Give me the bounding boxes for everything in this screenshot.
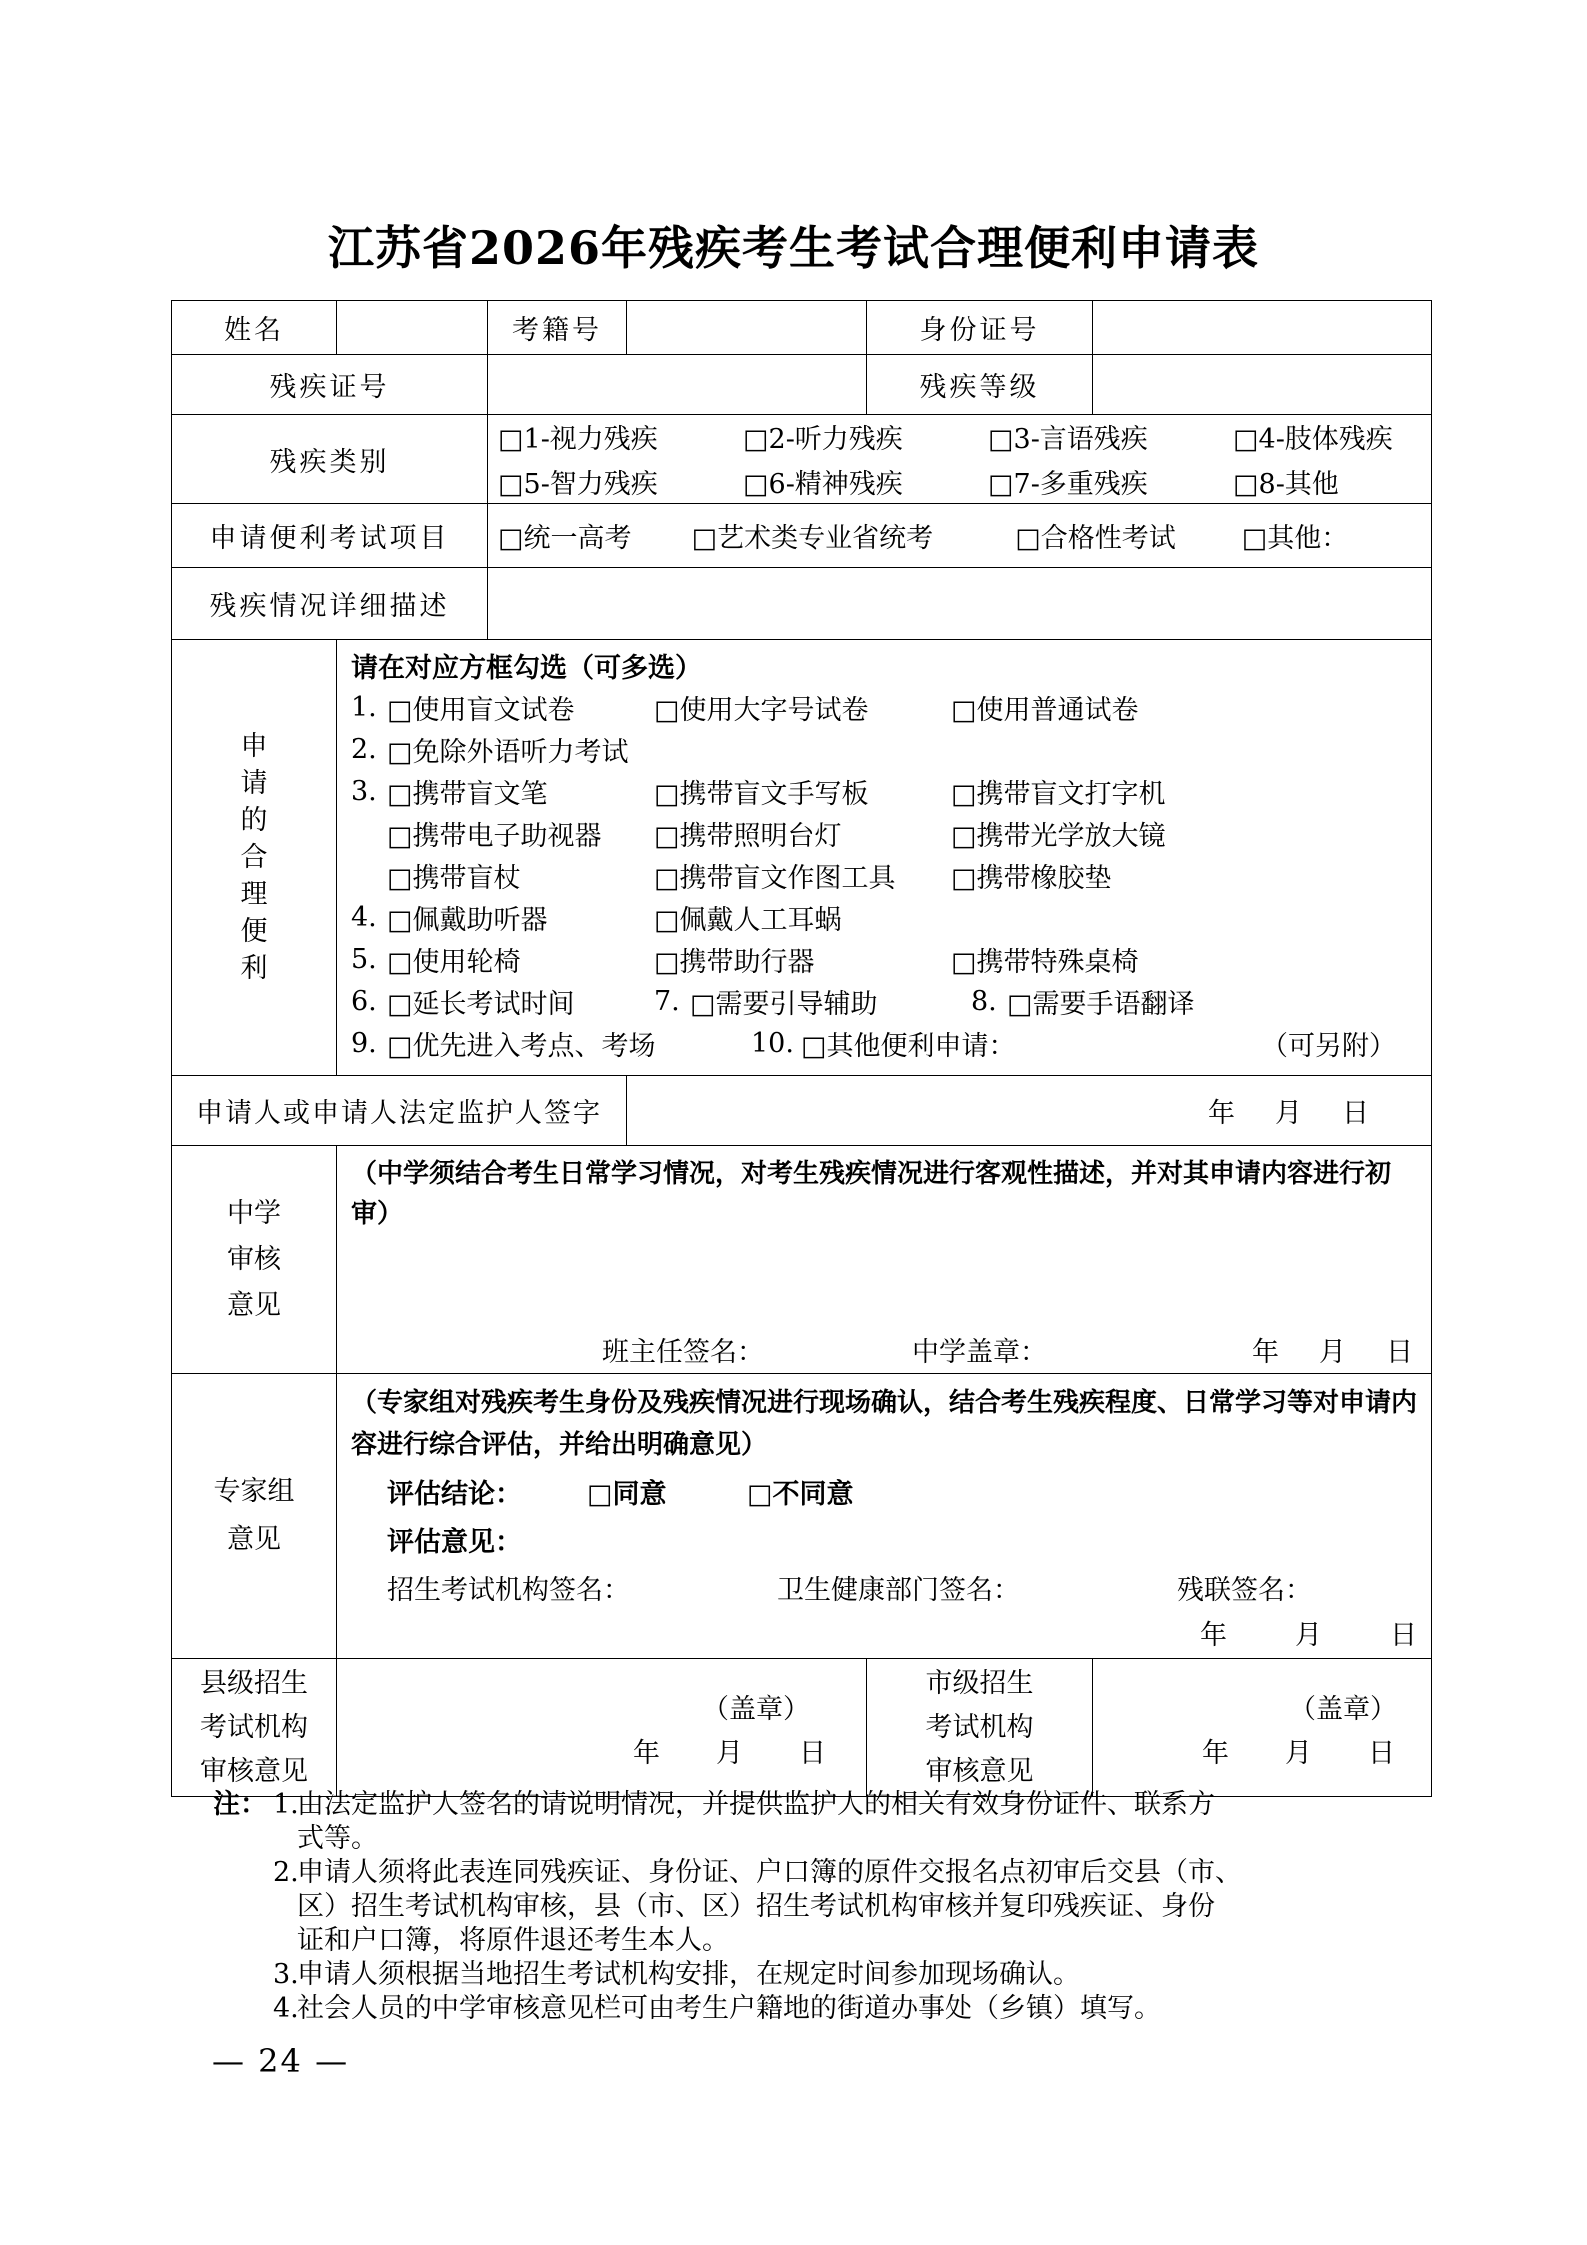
category-option-mental[interactable]: □6-精神残疾: [743, 469, 903, 500]
category-option-intellectual[interactable]: □5-智力残疾: [498, 469, 658, 500]
wheelchair-option[interactable]: □使用轮椅: [387, 946, 521, 978]
dpf-signature-label: 残联签名：: [1177, 1574, 1312, 1606]
exam-option-other[interactable]: □其他：: [1241, 523, 1349, 554]
extended-time-option[interactable]: □延长考试时间: [387, 988, 575, 1020]
category-option-hearing[interactable]: □2-听力残疾: [743, 424, 903, 455]
county-review-field[interactable]: [337, 1659, 867, 1797]
guidance-assistance-option[interactable]: □需要引导辅助: [690, 988, 878, 1020]
item-number: 2.: [351, 733, 377, 765]
exam-items-label: 申请便利考试项目: [172, 504, 488, 568]
attachment-note: （可另附）: [1261, 1030, 1396, 1062]
note-number: 1.: [273, 1789, 299, 1820]
school-review-label: [172, 1146, 337, 1374]
braille-drawing-tools-option[interactable]: □携带盲文作图工具: [654, 862, 896, 894]
notes-section: [213, 1788, 1393, 2026]
school-label-line: 审核: [227, 1243, 281, 1275]
listening-exemption-option[interactable]: □免除外语听力考试: [387, 736, 629, 768]
id-number-label: 身份证号: [867, 301, 1093, 355]
date-day: 日: [1342, 1098, 1369, 1129]
teacher-signature-label: 班主任签名：: [602, 1336, 764, 1368]
item-number: 1.: [351, 691, 377, 723]
braille-slate-option[interactable]: □携带盲文手写板: [654, 778, 869, 810]
school-seal-label: 中学盖章：: [912, 1336, 1047, 1368]
county-label-line: 县级招生: [200, 1667, 308, 1699]
city-label-line: 审核意见: [925, 1755, 1034, 1787]
walker-option[interactable]: □携带助行器: [654, 946, 815, 978]
disability-category-label: 残疾类别: [172, 415, 488, 504]
description-label: 残疾情况详细描述: [172, 568, 488, 640]
accommodation-options: [337, 640, 1432, 1076]
item-number: 6.: [351, 985, 377, 1017]
id-number-field[interactable]: [1093, 301, 1432, 355]
item-number: 3.: [351, 775, 377, 807]
accommodation-label: [172, 640, 337, 1076]
county-label-line: 考试机构: [200, 1711, 308, 1743]
date-day: 日: [1390, 1619, 1417, 1651]
description-field[interactable]: [488, 568, 1432, 640]
disagree-option[interactable]: □不同意: [747, 1478, 854, 1510]
disability-cert-label: 残疾证号: [172, 355, 488, 415]
accommodation-label-char: 请: [240, 768, 268, 799]
cochlear-implant-option[interactable]: □佩戴人工耳蜗: [654, 904, 842, 936]
expert-label-line: 意见: [227, 1524, 281, 1555]
conclusion-label: 评估结论：: [387, 1478, 522, 1510]
exam-no-field[interactable]: [627, 301, 867, 355]
expert-opinion-field[interactable]: [337, 1374, 1432, 1659]
accommodation-label-char: 便: [240, 916, 268, 947]
note-item: [213, 1958, 1393, 1992]
category-option-limb[interactable]: □4-肢体残疾: [1233, 424, 1393, 455]
applicant-signature-field[interactable]: [627, 1076, 1432, 1146]
note-item: [213, 1788, 1393, 1856]
category-option-multiple[interactable]: □7-多重残疾: [988, 469, 1148, 500]
disability-level-label: 残疾等级: [867, 355, 1093, 415]
agree-option[interactable]: □同意: [587, 1478, 667, 1510]
note-line: 申请人须根据当地招生考试机构安排，在规定时间参加现场确认。: [297, 1959, 1080, 1990]
health-dept-signature-label: 卫生健康部门签名：: [777, 1574, 1020, 1606]
exam-option-gaokao[interactable]: □统一高考: [498, 523, 632, 554]
white-cane-option[interactable]: □携带盲杖: [387, 862, 521, 894]
priority-entry-option[interactable]: □优先进入考点、考场: [387, 1030, 656, 1062]
school-label-line: 意见: [227, 1289, 281, 1321]
city-review-field[interactable]: [1093, 1659, 1432, 1797]
item-number: 7.: [654, 985, 680, 1017]
date-year: 年: [633, 1738, 660, 1769]
optical-magnifier-option[interactable]: □携带光学放大镜: [951, 820, 1166, 852]
exam-items-options: [488, 504, 1432, 568]
note-line: 社会人员的中学审核意见栏可由考生户籍地的街道办事处（乡镇）填写。: [297, 1993, 1161, 2024]
desk-lamp-option[interactable]: □携带照明台灯: [654, 820, 842, 852]
item-number: 8.: [971, 985, 997, 1017]
braille-typewriter-option[interactable]: □携带盲文打字机: [951, 778, 1166, 810]
expert-opinion-note: （专家组对残疾考生身份及残疾情况进行现场确认，结合考生残疾程度、日常学习等对申请内容进行综合评估，并给出明确意见）: [351, 1388, 1418, 1460]
exam-option-art[interactable]: □艺术类专业省统考: [691, 523, 934, 554]
note-item: [213, 1856, 1393, 1958]
date-month: 月: [716, 1738, 743, 1769]
city-seal-label: （盖章）: [1289, 1694, 1397, 1725]
name-label: 姓名: [172, 301, 337, 355]
special-desk-chair-option[interactable]: □携带特殊桌椅: [951, 946, 1139, 978]
exam-no-label: 考籍号: [488, 301, 627, 355]
item-number: 5.: [351, 943, 377, 975]
date-day: 日: [799, 1738, 826, 1769]
note-number: 3.: [273, 1959, 299, 1990]
date-month: 月: [1295, 1619, 1322, 1651]
date-day: 日: [1368, 1738, 1395, 1769]
accommodation-instruction: 请在对应方框勾选（可多选）: [351, 652, 702, 684]
school-review-note: （中学须结合考生日常学习情况，对考生残疾情况进行客观性描述，并对其申请内容进行初审）: [351, 1159, 1392, 1229]
large-print-paper-option[interactable]: □使用大字号试卷: [654, 694, 869, 726]
page-number: — 24 —: [212, 2042, 350, 2080]
disability-cert-field[interactable]: [488, 355, 867, 415]
category-option-visual[interactable]: □1-视力残疾: [498, 424, 658, 455]
note-line: 式等。: [297, 1823, 378, 1854]
braille-pen-option[interactable]: □携带盲文笔: [387, 778, 548, 810]
note-number: 4.: [273, 1993, 299, 2024]
county-seal-label: （盖章）: [702, 1694, 810, 1725]
accommodation-label-char: 理: [240, 879, 268, 910]
braille-paper-option[interactable]: □使用盲文试卷: [387, 694, 575, 726]
date-month: 月: [1319, 1336, 1346, 1368]
page-title: 江苏省2026年残疾考生考试合理便利申请表: [327, 221, 1260, 275]
note-line: 申请人须将此表连同残疾证、身份证、户口簿的原件交报名点初审后交县（市、: [297, 1857, 1242, 1888]
category-option-other[interactable]: □8-其他: [1233, 469, 1339, 500]
disability-level-field[interactable]: [1093, 355, 1432, 415]
date-day: 日: [1386, 1336, 1413, 1368]
electronic-magnifier-option[interactable]: □携带电子助视器: [387, 820, 602, 852]
county-review-label: [172, 1659, 337, 1797]
opinion-label: 评估意见：: [387, 1526, 522, 1558]
applicant-signature-label: 申请人或申请人法定监护人签字: [172, 1076, 627, 1146]
note-number: 2.: [273, 1857, 299, 1888]
school-label-line: 中学: [227, 1197, 281, 1229]
date-year: 年: [1200, 1619, 1227, 1651]
note-item: [213, 1992, 1393, 2026]
city-label-line: 考试机构: [925, 1711, 1034, 1743]
date-year: 年: [1208, 1098, 1235, 1129]
accommodation-label-char: 利: [240, 953, 268, 984]
item-number: 10.: [751, 1027, 794, 1059]
category-option-speech[interactable]: □3-言语残疾: [988, 424, 1148, 455]
notes-label: 注：: [213, 1789, 267, 1820]
hearing-aid-option[interactable]: □佩戴助听器: [387, 904, 548, 936]
item-number: 4.: [351, 901, 377, 933]
city-review-label: [867, 1659, 1093, 1797]
note-line: 由法定监护人签名的请说明情况，并提供监护人的相关有效身份证件、联系方: [297, 1789, 1215, 1820]
name-field[interactable]: [337, 301, 488, 355]
application-form: [171, 300, 1432, 1797]
county-label-line: 审核意见: [200, 1755, 308, 1787]
exam-option-qualification[interactable]: □合格性考试: [1015, 523, 1176, 554]
expert-opinion-label: [172, 1374, 337, 1659]
city-label-line: 市级招生: [925, 1667, 1034, 1699]
date-year: 年: [1202, 1738, 1229, 1769]
accommodation-label-char: 申: [240, 731, 268, 762]
normal-paper-option[interactable]: □使用普通试卷: [951, 694, 1139, 726]
accommodation-label-char: 合: [240, 842, 268, 873]
date-month: 月: [1285, 1738, 1312, 1769]
note-line: 证和户口簿，将原件退还考生本人。: [297, 1925, 729, 1956]
exam-org-signature-label: 招生考试机构签名：: [387, 1574, 630, 1606]
school-review-field[interactable]: [337, 1146, 1432, 1374]
expert-label-line: 专家组: [213, 1476, 295, 1507]
accommodation-label-char: 的: [240, 805, 268, 836]
disability-category-options: [488, 415, 1432, 504]
sign-language-option[interactable]: □需要手语翻译: [1007, 988, 1195, 1020]
item-number: 9.: [351, 1027, 377, 1059]
rubber-mat-option[interactable]: □携带橡胶垫: [951, 862, 1112, 894]
other-accommodation-option[interactable]: □其他便利申请：: [801, 1030, 1016, 1062]
note-line: 区）招生考试机构审核，县（市、区）招生考试机构审核并复印残疾证、身份: [297, 1891, 1215, 1922]
date-year: 年: [1252, 1336, 1279, 1368]
date-month: 月: [1275, 1098, 1302, 1129]
